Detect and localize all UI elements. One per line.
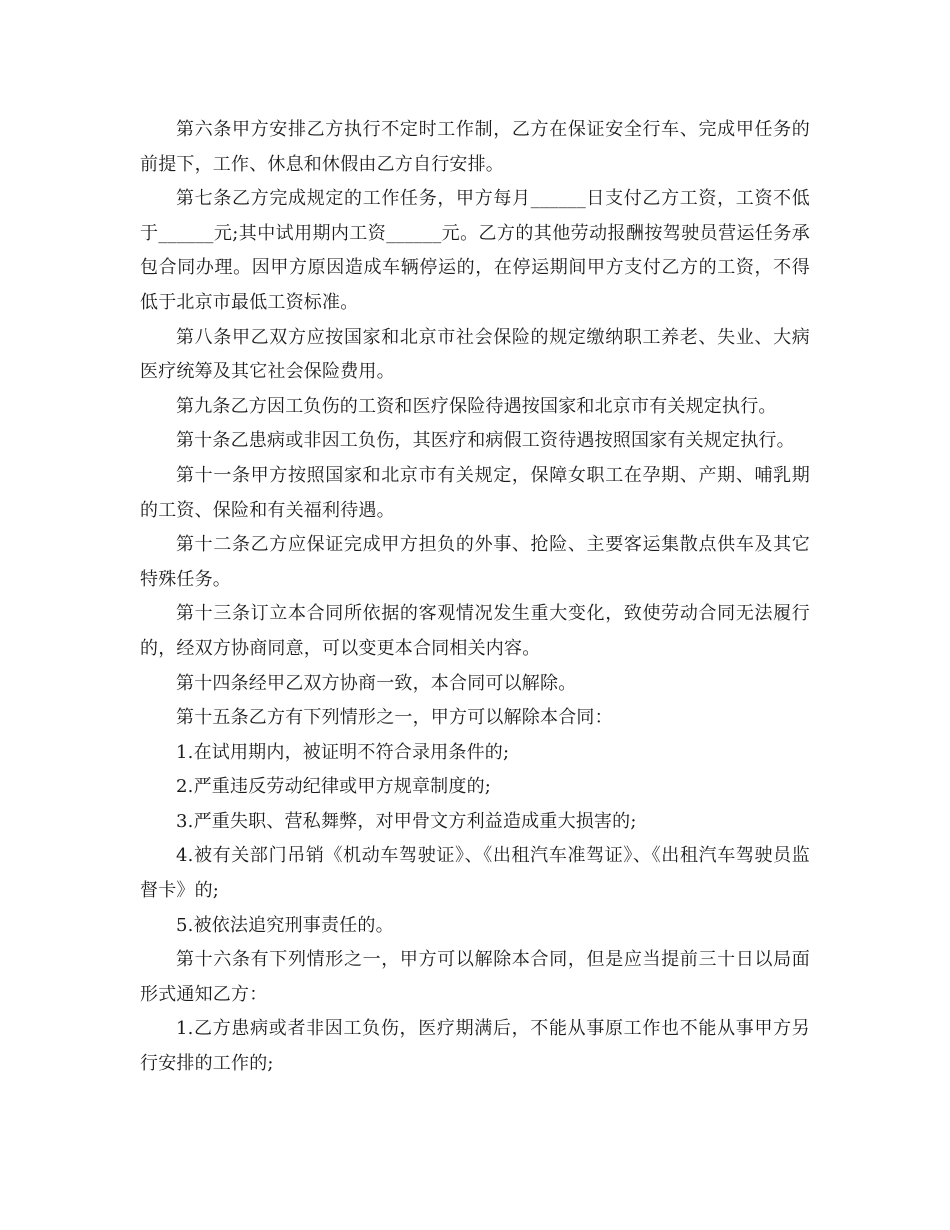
article-15-item-3: 3.严重失职、营私舞弊，对甲骨文方利益造成重大损害的; bbox=[176, 810, 637, 832]
article-15: 第十五条乙方有下列情形之一，甲方可以解除本合同： bbox=[176, 707, 613, 729]
article-12: 第十二条乙方应保证完成甲方担负的外事、抢险、主要客运集散点供车及其它特殊任务。 bbox=[140, 534, 810, 590]
article-11: 第十一条甲方按照国家和北京市有关规定，保障女职工在孕期、产期、哺乳期的工资、保险和有关福利待遇。 bbox=[140, 464, 810, 521]
article-9: 第九条乙方因工负伤的工资和医疗保险待遇按国家和北京市有关规定执行。 bbox=[176, 395, 777, 417]
article-6: 第六条甲方安排乙方执行不定时工作制，乙方在保证安全行车、完成甲任务的前提下，工作、休息和休假由乙方自行安排。 bbox=[140, 119, 810, 175]
article-13: 第十三条订立本合同所依据的客观情况发生重大变化，致使劳动合同无法履行的，经双方协商同意，可以变更本合同相关内容。 bbox=[140, 603, 810, 659]
article-8: 第八条甲乙双方应按国家和北京市社会保险的规定缴纳职工养老、失业、大病医疗统筹及其它社会保险费用。 bbox=[140, 326, 810, 383]
article-7: 第七条乙方完成规定的工作任务，甲方每月______日支付乙方工资，工资不低于______元;其中试用期内工资______元。乙方的其他劳动报酬按驾驶员营运任务承包合同办理。因甲方原因造成车辆停运的，在停运期间甲方支付乙方的工资，不得低于北京市最低工资标准。 bbox=[140, 188, 810, 313]
article-14: 第十四条经甲乙双方协商一致，本合同可以解除。 bbox=[176, 672, 577, 694]
article-16-item-1: 1.乙方患病或者非因工负伤，医疗期满后，不能从事原工作也不能从事甲方另行安排的工作的; bbox=[140, 1018, 810, 1075]
article-10: 第十条乙患病或非因工负伤，其医疗和病假工资待遇按照国家有关规定执行。 bbox=[176, 430, 795, 452]
article-15-item-1: 1.在试用期内，被证明不符合录用条件的; bbox=[176, 741, 510, 763]
article-15-item-4: 4.被有关部门吊销《机动车驾驶证》、《出租汽车准驾证》、《出租汽车驾驶员监督卡》的; bbox=[140, 845, 810, 902]
article-15-item-5: 5.被依法追究刑事责任的。 bbox=[176, 914, 394, 936]
document-body bbox=[140, 113, 810, 1082]
article-16: 第十六条有下列情形之一，甲方可以解除本合同，但是应当提前三十日以局面形式通知乙方： bbox=[140, 949, 810, 1005]
article-15-item-2: 2.严重违反劳动纪律或甲方规章制度的; bbox=[176, 776, 492, 798]
